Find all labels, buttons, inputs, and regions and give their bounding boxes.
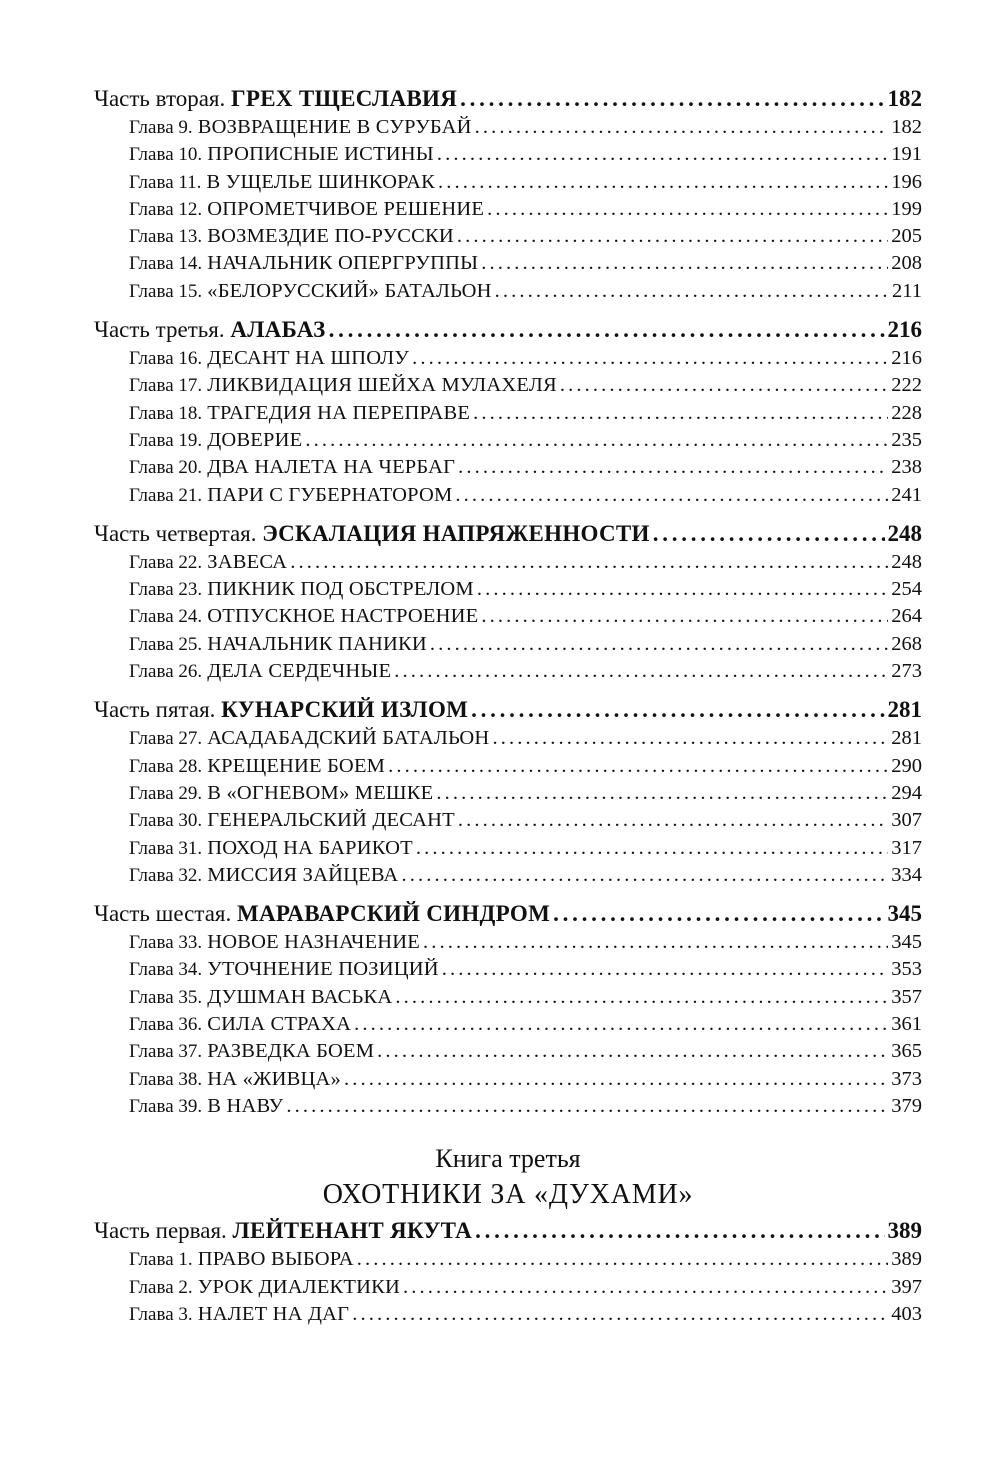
- chapter-row: [94, 169, 922, 196]
- chapter-title: ДОВЕРИЕ: [207, 428, 303, 451]
- chapter-row: [94, 1093, 922, 1120]
- chapter-label: Глава 38.: [129, 1068, 203, 1090]
- chapter-label: Глава 1.: [129, 1249, 193, 1271]
- chapter-row: [94, 984, 922, 1011]
- chapter-title: АСАДАБАДСКИЙ БАТАЛЬОН: [207, 727, 490, 750]
- chapter-heading: [129, 1274, 400, 1301]
- chapter-page-number: 222: [891, 374, 922, 397]
- chapter-row: [94, 278, 922, 305]
- chapter-page-number: 191: [891, 143, 922, 166]
- chapter-title: ДУШМАН ВАСЬКА: [207, 985, 393, 1008]
- dot-leader: [344, 1066, 888, 1093]
- chapter-page-number: 205: [891, 225, 922, 248]
- dot-leader: [481, 250, 888, 277]
- chapter-row: [94, 549, 922, 576]
- chapter-title: ДЕЛА СЕРДЕЧНЫЕ: [207, 660, 392, 683]
- chapter-row: [94, 345, 922, 372]
- chapter-heading: [129, 482, 452, 509]
- dot-leader: [457, 223, 888, 250]
- chapter-label: Глава 36.: [129, 1014, 203, 1036]
- dot-leader: [492, 725, 888, 752]
- chapter-row: [94, 929, 922, 956]
- chapter-heading: [129, 427, 302, 454]
- chapter-heading: [129, 1093, 283, 1120]
- dot-leader: [286, 1093, 888, 1120]
- chapter-page-number: 235: [891, 428, 922, 451]
- part-label: Часть пятая.: [94, 697, 216, 723]
- chapter-page-number: 208: [891, 252, 922, 275]
- chapter-heading: [129, 549, 287, 576]
- part-title: ЭСКАЛАЦИЯ НАПРЯЖЕННОСТИ: [262, 520, 650, 546]
- chapter-row: [94, 1246, 922, 1273]
- chapter-label: Глава 27.: [129, 728, 203, 750]
- dot-leader: [481, 603, 888, 630]
- chapter-title: ДЕСАНТ НА ШПОЛУ: [207, 347, 410, 370]
- chapter-page-number: 357: [891, 985, 922, 1008]
- chapter-heading: [129, 807, 455, 834]
- part-heading: [94, 315, 326, 345]
- dot-leader: [458, 807, 888, 834]
- chapter-title: НАЧАЛЬНИК ОПЕРГРУППЫ: [207, 252, 479, 275]
- chapter-heading: [129, 631, 427, 658]
- chapter-page-number: 353: [891, 958, 922, 981]
- dot-leader: [487, 196, 888, 223]
- chapter-heading: [129, 114, 472, 141]
- chapter-heading: [129, 141, 434, 168]
- chapter-row: [94, 956, 922, 983]
- chapter-heading: [129, 1066, 341, 1093]
- dot-leader: [495, 278, 889, 305]
- part-heading: [94, 519, 650, 549]
- chapter-heading: [129, 278, 492, 305]
- chapter-page-number: 373: [891, 1067, 922, 1090]
- chapter-row: [94, 372, 922, 399]
- chapter-row: [94, 400, 922, 427]
- chapter-heading: [129, 372, 557, 399]
- part-page-number: 182: [887, 86, 922, 111]
- dot-leader: [475, 114, 889, 141]
- chapter-label: Глава 28.: [129, 755, 203, 777]
- chapter-page-number: 361: [891, 1013, 922, 1036]
- chapter-page-number: 397: [891, 1275, 922, 1298]
- dot-leader: [458, 454, 888, 481]
- dot-leader: [357, 1246, 889, 1273]
- chapter-row: [94, 576, 922, 603]
- dot-leader: [473, 400, 888, 427]
- dot-leader: [394, 658, 888, 685]
- chapter-heading: [129, 780, 433, 807]
- chapter-label: Глава 9.: [129, 117, 193, 138]
- chapter-label: Глава 23.: [129, 579, 203, 601]
- part-row: [94, 695, 922, 725]
- chapter-label: Глава 30.: [129, 810, 203, 832]
- chapter-heading: [129, 956, 439, 983]
- chapter-row: [94, 250, 922, 277]
- chapter-title: ЛИКВИДАЦИЯ ШЕЙХА МУЛАХЕЛЯ: [207, 374, 557, 397]
- chapter-heading: [129, 658, 391, 685]
- chapter-page-number: 264: [891, 605, 922, 628]
- dot-leader: [403, 1274, 888, 1301]
- chapter-title: В НАВУ: [207, 1094, 284, 1117]
- chapter-label: Глава 31.: [129, 837, 203, 859]
- chapter-title: ВОЗВРАЩЕНИЕ В СУРУБАЙ: [197, 116, 472, 138]
- chapter-title: ПОХОД НА БАРИКОТ: [207, 836, 413, 859]
- chapter-row: [94, 196, 922, 223]
- chapter-row: [94, 223, 922, 250]
- part-heading: [94, 84, 457, 114]
- dot-leader: [329, 315, 885, 345]
- chapter-page-number: 199: [891, 197, 922, 220]
- chapter-heading: [129, 345, 409, 372]
- chapter-label: Глава 12.: [129, 198, 203, 220]
- part-row: [94, 315, 922, 345]
- chapter-label: Глава 24.: [129, 606, 203, 628]
- part-page-number: 248: [887, 520, 922, 546]
- chapter-row: [94, 427, 922, 454]
- chapter-label: Глава 26.: [129, 661, 203, 683]
- part-label: Часть вторая.: [94, 86, 226, 111]
- part-title: ЛЕЙТЕНАНТ ЯКУТА: [232, 1218, 473, 1244]
- part-row: [94, 899, 922, 929]
- book-title: ОХОТНИКИ ЗА «ДУХАМИ»: [322, 1179, 694, 1211]
- dot-leader: [653, 519, 885, 549]
- chapter-heading: [129, 169, 435, 196]
- chapter-page-number: 403: [891, 1302, 922, 1325]
- book-heading: [94, 1142, 922, 1214]
- part-page-number: 389: [887, 1218, 922, 1244]
- chapter-heading: [129, 1246, 354, 1273]
- chapter-title: МИССИЯ ЗАЙЦЕВА: [207, 863, 399, 886]
- chapter-heading: [129, 753, 385, 780]
- chapter-page-number: 389: [891, 1248, 922, 1271]
- dot-leader: [395, 984, 888, 1011]
- part-label: Часть третья.: [94, 317, 225, 343]
- chapter-page-number: 248: [891, 550, 922, 573]
- chapter-page-number: 273: [891, 660, 922, 683]
- chapter-heading: [129, 196, 484, 223]
- chapter-label: Глава 21.: [129, 484, 203, 506]
- part-page-number: 216: [887, 317, 922, 343]
- dot-leader: [423, 929, 888, 956]
- chapter-title: В УЩЕЛЬЕ ШИНКОРАК: [206, 170, 436, 193]
- chapter-page-number: 294: [891, 781, 922, 804]
- chapter-row: [94, 1038, 922, 1065]
- chapter-label: Глава 10.: [129, 144, 203, 166]
- chapter-title: ОТПУСКНОЕ НАСТРОЕНИЕ: [207, 605, 479, 628]
- chapter-label: Глава 15.: [129, 280, 203, 302]
- dot-leader: [471, 695, 884, 725]
- chapter-heading: [129, 400, 470, 427]
- part-row: [94, 84, 922, 114]
- dot-leader: [352, 1301, 888, 1328]
- chapter-title: РАЗВЕДКА БОЕМ: [207, 1040, 375, 1063]
- chapter-page-number: 365: [891, 1040, 922, 1063]
- chapter-row: [94, 603, 922, 630]
- chapter-page-number: 182: [891, 116, 922, 138]
- chapter-title: НОВОЕ НАЗНАЧЕНИЕ: [207, 931, 421, 954]
- part-title: АЛАБАЗ: [230, 317, 326, 343]
- chapter-label: Глава 32.: [129, 864, 203, 886]
- chapter-heading: [129, 603, 478, 630]
- chapter-page-number: 228: [891, 401, 922, 424]
- chapter-page-number: 211: [892, 279, 922, 302]
- chapter-label: Глава 2.: [129, 1276, 193, 1298]
- chapter-title: НА «ЖИВЦА»: [207, 1067, 341, 1090]
- dot-leader: [560, 372, 888, 399]
- chapter-title: УТОЧНЕНИЕ ПОЗИЦИЙ: [207, 958, 439, 981]
- part-label: Часть четвертая.: [94, 520, 257, 546]
- chapter-page-number: 345: [891, 931, 922, 954]
- chapter-label: Глава 37.: [129, 1041, 203, 1063]
- chapter-title: ОПРОМЕТЧИВОЕ РЕШЕНИЕ: [207, 197, 485, 220]
- chapter-label: Глава 39.: [129, 1095, 203, 1117]
- chapter-row: [94, 835, 922, 862]
- chapter-row: [94, 1066, 922, 1093]
- chapter-page-number: 241: [891, 483, 922, 506]
- chapter-label: Глава 25.: [129, 633, 203, 655]
- part-title: КУНАРСКИЙ ИЗЛОМ: [221, 697, 469, 723]
- dot-leader: [460, 84, 884, 114]
- chapter-title: ДВА НАЛЕТА НА ЧЕРБАГ: [207, 456, 456, 479]
- dot-leader: [437, 141, 888, 168]
- chapter-row: [94, 482, 922, 509]
- chapter-label: Глава 34.: [129, 959, 203, 981]
- dot-leader: [455, 482, 888, 509]
- chapter-label: Глава 14.: [129, 253, 203, 275]
- chapter-title: В «ОГНЕВОМ» МЕШКЕ: [207, 781, 434, 804]
- chapter-row: [94, 807, 922, 834]
- chapter-label: Глава 17.: [129, 375, 203, 397]
- part-page-number: 345: [887, 901, 922, 927]
- chapter-label: Глава 19.: [129, 429, 203, 451]
- part-heading: [94, 695, 468, 725]
- dot-leader: [553, 899, 884, 929]
- chapter-title: ТРАГЕДИЯ НА ПЕРЕПРАВЕ: [207, 401, 471, 424]
- part-heading: [94, 1216, 472, 1246]
- chapter-row: [94, 658, 922, 685]
- chapter-title: НАЧАЛЬНИК ПАНИКИ: [207, 632, 427, 655]
- chapter-heading: [129, 1011, 351, 1038]
- chapter-row: [94, 862, 922, 889]
- chapter-heading: [129, 835, 413, 862]
- chapter-label: Глава 20.: [129, 457, 203, 479]
- chapter-label: Глава 35.: [129, 986, 203, 1008]
- chapter-row: [94, 753, 922, 780]
- chapter-row: [94, 141, 922, 168]
- chapter-heading: [129, 1038, 374, 1065]
- chapter-row: [94, 454, 922, 481]
- chapter-row: [94, 1011, 922, 1038]
- chapter-title: НАЛЕТ НА ДАГ: [197, 1302, 350, 1325]
- chapter-row: [94, 631, 922, 658]
- chapter-heading: [129, 454, 455, 481]
- part-label: Часть шестая.: [94, 901, 232, 927]
- dot-leader: [477, 576, 888, 603]
- dot-leader: [354, 1011, 888, 1038]
- chapter-title: УРОК ДИАЛЕКТИКИ: [197, 1275, 401, 1298]
- dot-leader: [305, 427, 888, 454]
- dot-leader: [475, 1216, 884, 1246]
- chapter-row: [94, 1274, 922, 1301]
- chapter-title: ЗАВЕСА: [207, 550, 288, 573]
- chapter-title: СИЛА СТРАХА: [207, 1013, 352, 1036]
- chapter-title: КРЕЩЕНИЕ БОЕМ: [207, 754, 386, 777]
- chapter-label: Глава 16.: [129, 348, 203, 370]
- part-row: [94, 519, 922, 549]
- chapter-label: Глава 29.: [129, 782, 203, 804]
- part-page-number: 281: [887, 697, 922, 723]
- chapter-label: Глава 3.: [129, 1303, 193, 1325]
- dot-leader: [436, 780, 888, 807]
- chapter-heading: [129, 862, 398, 889]
- chapter-title: ПАРИ С ГУБЕРНАТОРОМ: [207, 483, 453, 506]
- chapter-heading: [129, 984, 392, 1011]
- chapter-title: «БЕЛОРУССКИЙ» БАТАЛЬОН: [207, 279, 492, 302]
- dot-leader: [442, 956, 889, 983]
- chapter-title: ВОЗМЕЗДИЕ ПО-РУССКИ: [207, 225, 454, 248]
- chapter-title: ПРОПИСНЫЕ ИСТИНЫ: [207, 143, 434, 166]
- chapter-page-number: 281: [891, 727, 922, 750]
- dot-leader: [290, 549, 888, 576]
- chapter-heading: [129, 250, 478, 277]
- chapter-heading: [129, 725, 489, 752]
- dot-leader: [416, 835, 888, 862]
- dot-leader: [401, 862, 888, 889]
- part-title: МАРАВАРСКИЙ СИНДРОМ: [236, 901, 551, 927]
- chapter-heading: [129, 1301, 349, 1328]
- chapter-heading: [129, 929, 420, 956]
- chapter-label: Глава 11.: [129, 171, 202, 193]
- chapter-row: [94, 1301, 922, 1328]
- dot-leader: [430, 631, 888, 658]
- chapter-heading: [129, 576, 474, 603]
- part-heading: [94, 899, 550, 929]
- chapter-page-number: 379: [891, 1094, 922, 1117]
- chapter-page-number: 268: [891, 632, 922, 655]
- chapter-title: ПРАВО ВЫБОРА: [197, 1248, 354, 1271]
- part-label: Часть первая.: [94, 1218, 227, 1244]
- chapter-page-number: 254: [891, 578, 922, 601]
- part-row: [94, 1216, 922, 1246]
- chapter-page-number: 307: [891, 809, 922, 832]
- chapter-label: Глава 18.: [129, 402, 203, 424]
- chapter-title: ГЕНЕРАЛЬСКИЙ ДЕСАНТ: [207, 809, 455, 832]
- chapter-label: Глава 33.: [129, 932, 203, 954]
- chapter-page-number: 238: [891, 456, 922, 479]
- dot-leader: [377, 1038, 888, 1065]
- book-label: Книга третья: [435, 1144, 581, 1174]
- dot-leader: [412, 345, 888, 372]
- dot-leader: [438, 169, 888, 196]
- chapter-page-number: 196: [891, 170, 922, 193]
- chapter-label: Глава 13.: [129, 226, 203, 248]
- table-of-contents: [94, 84, 922, 1328]
- chapter-page-number: 290: [891, 754, 922, 777]
- chapter-heading: [129, 223, 454, 250]
- chapter-label: Глава 22.: [129, 551, 203, 573]
- chapter-title: ПИКНИК ПОД ОБСТРЕЛОМ: [207, 578, 474, 601]
- chapter-page-number: 334: [891, 863, 922, 886]
- chapter-page-number: 216: [891, 347, 922, 370]
- dot-leader: [388, 753, 888, 780]
- part-title: ГРЕХ ТЩЕСЛАВИЯ: [230, 86, 458, 111]
- chapter-row: [94, 114, 922, 141]
- chapter-page-number: 317: [891, 836, 922, 859]
- chapter-row: [94, 780, 922, 807]
- chapter-row: [94, 725, 922, 752]
